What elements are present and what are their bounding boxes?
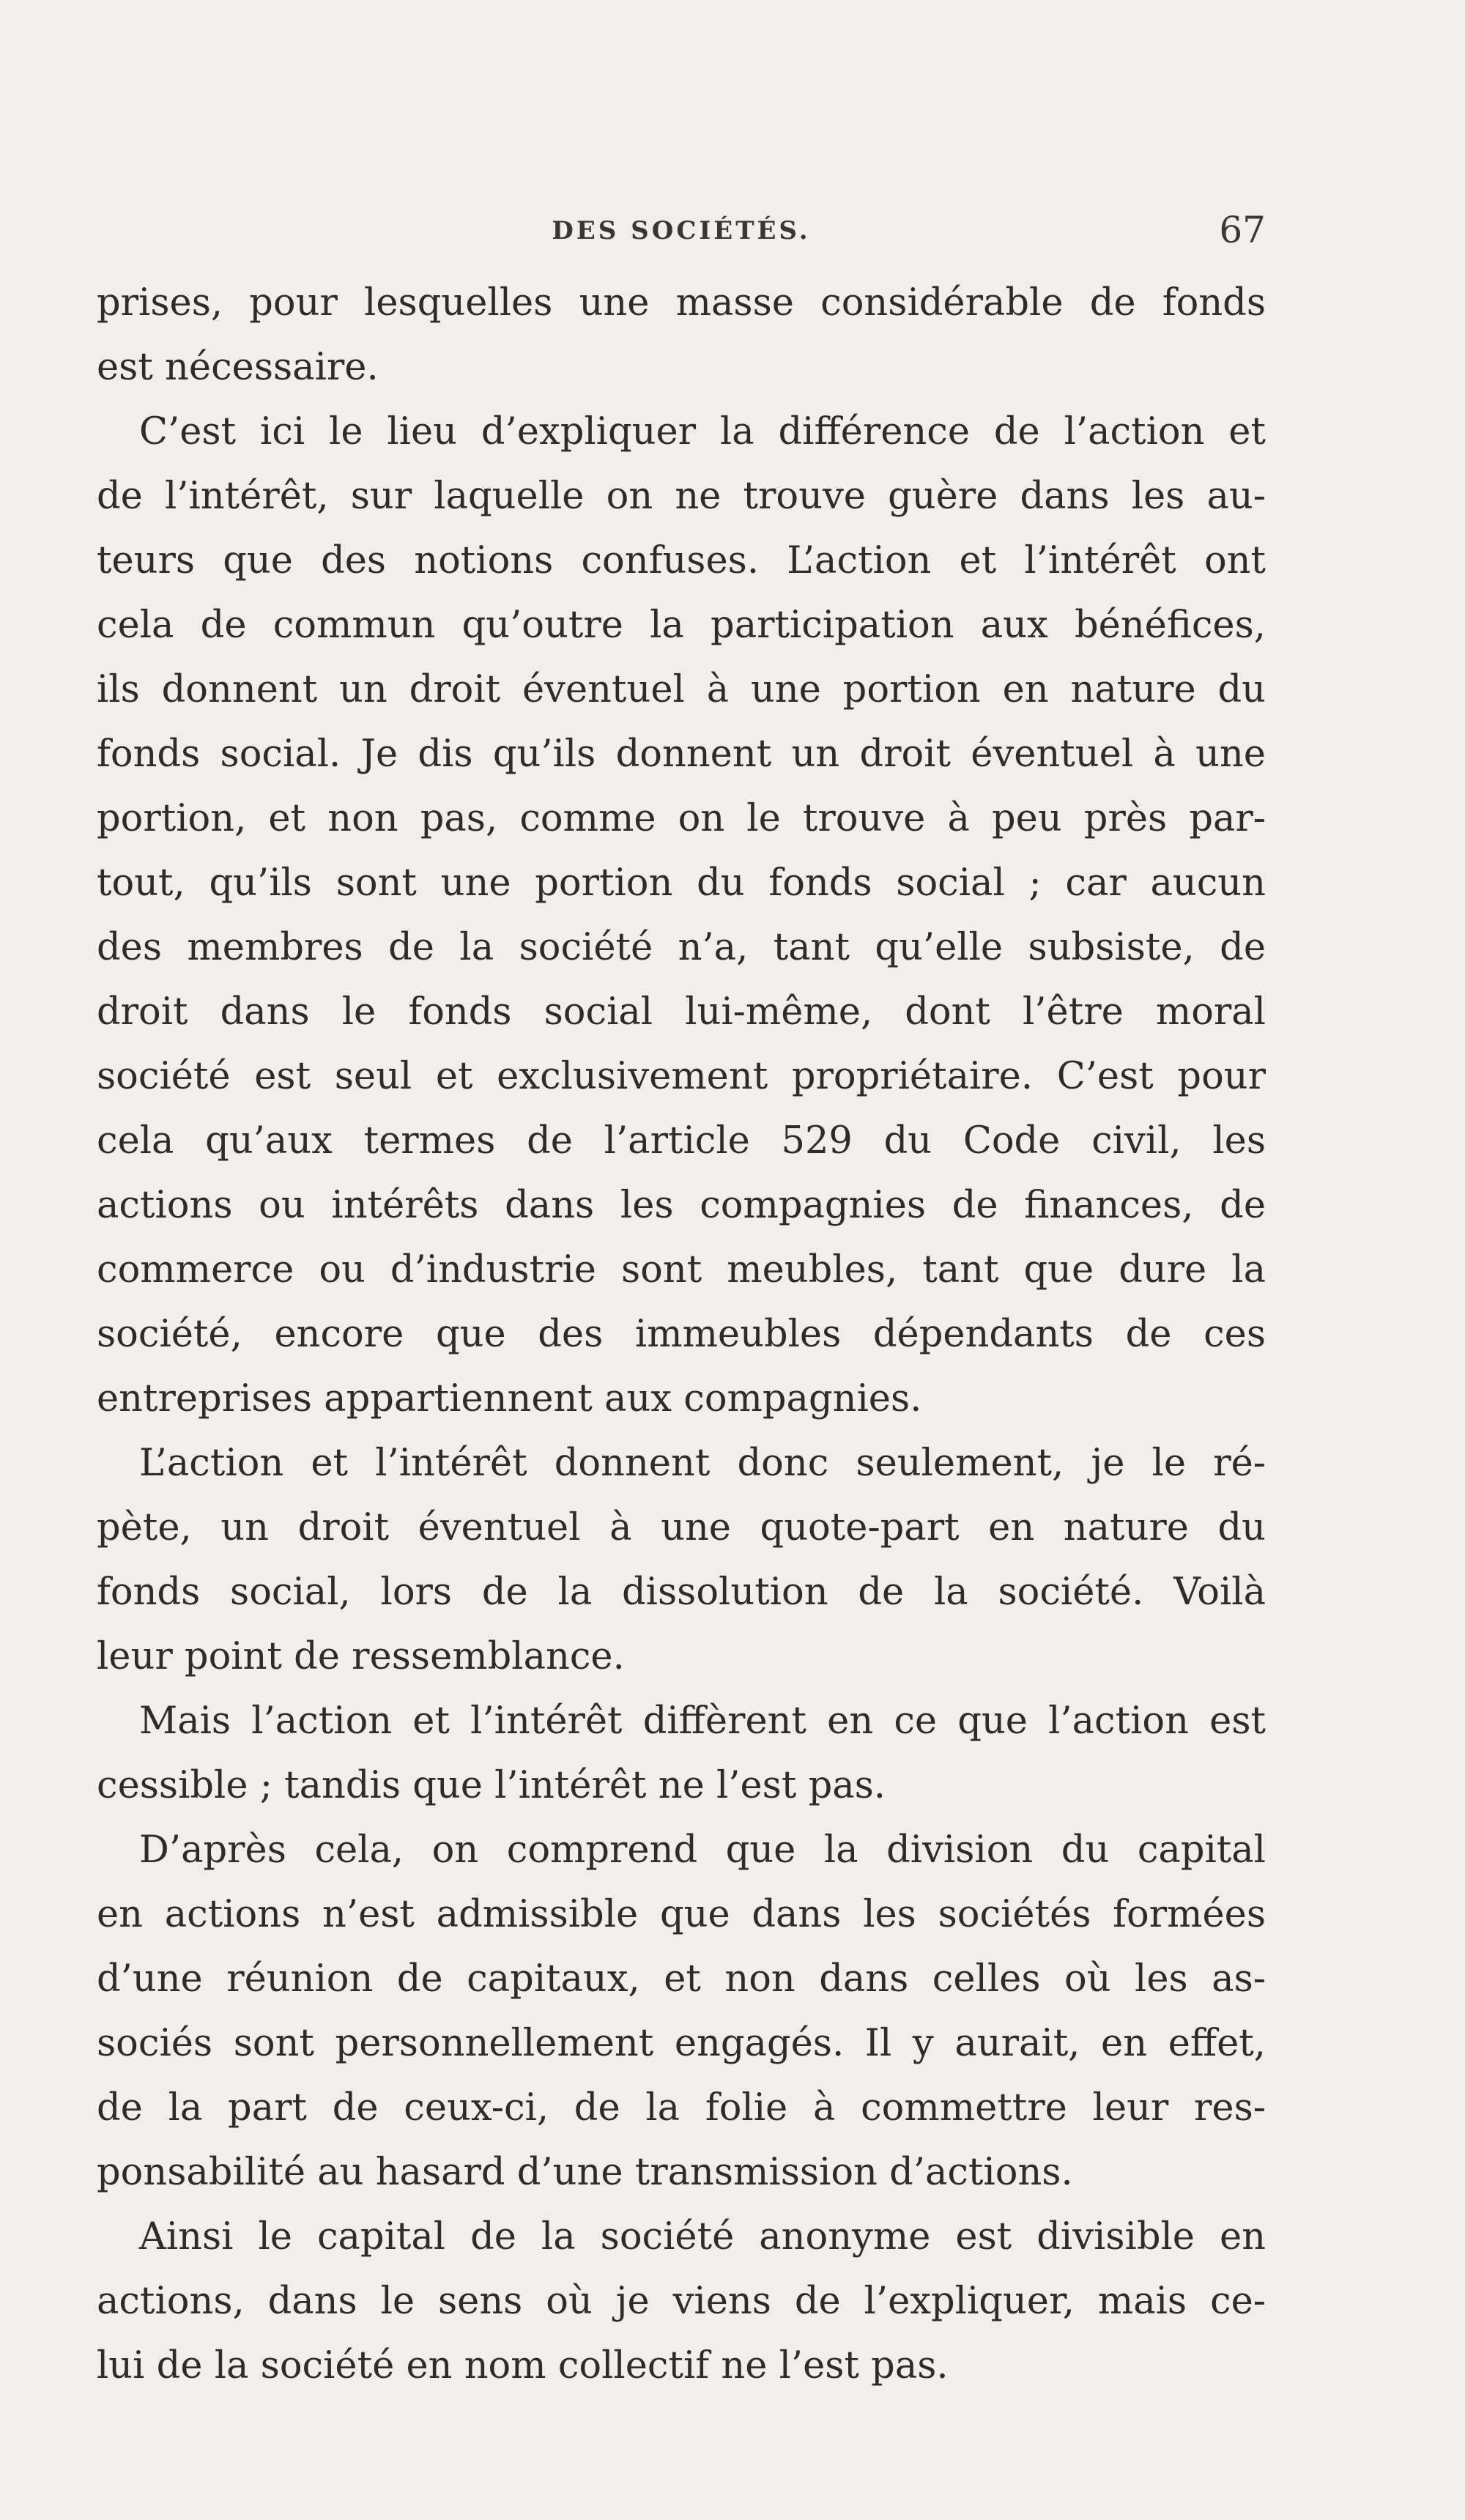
text-line: en actions n’est admissible que dans les sociétés formées: [97, 1893, 1266, 1936]
text-line: d’une réunion de capitaux, et non dans celles où les as-: [97, 1957, 1266, 2001]
text-line: de l’intérêt, sur laquelle on ne trouve guère dans les au-: [97, 475, 1266, 518]
text-line: tout, qu’ils sont une portion du fonds social ; car aucun: [97, 861, 1266, 905]
text-line: cessible ; tandis que l’intérêt ne l’est pas.: [97, 1764, 886, 1807]
text-line: Ainsi le capital de la société anonyme est divisible en: [139, 2215, 1266, 2258]
text-line: Mais l’action et l’intérêt diffèrent en ce que l’action est: [139, 1700, 1266, 1743]
text-line: L’action et l’intérêt donnent donc seulement, je le ré-: [139, 1442, 1266, 1485]
text-line: entreprises appartiennent aux compagnies.: [97, 1377, 922, 1420]
text-line: société, encore que des immeubles dépendants de ces: [97, 1313, 1266, 1356]
text-line: actions ou intérêts dans les compagnies de finances, de: [97, 1184, 1266, 1227]
text-line: cela qu’aux termes de l’article 529 du Code civil, les: [97, 1119, 1266, 1163]
text-line: D’après cela, on comprend que la division du capital: [139, 1828, 1266, 1872]
running-title: DES SOCIÉTÉS.: [552, 216, 811, 245]
text-line: portion, et non pas, comme on le trouve à peu près par-: [97, 797, 1266, 840]
text-line: droit dans le fonds social lui-même, dont l’être moral: [97, 990, 1266, 1034]
text-line: ponsabilité au hasard d’une transmission d’actions.: [97, 2151, 1073, 2194]
text-line: pète, un droit éventuel à une quote-part en nature du: [97, 1506, 1266, 1549]
text-line: fonds social, lors de la dissolution de la société. Voilà: [97, 1571, 1266, 1614]
text-line: actions, dans le sens où je viens de l’expliquer, mais ce-: [97, 2280, 1266, 2323]
text-line: C’est ici le lieu d’expliquer la différence de l’action et: [139, 410, 1266, 453]
text-line: est nécessaire.: [97, 346, 379, 389]
text-line: société est seul et exclusivement propriétaire. C’est pour: [97, 1055, 1266, 1098]
text-line: lui de la société en nom collectif ne l’est pas.: [97, 2344, 949, 2387]
text-line: ils donnent un droit éventuel à une portion en nature du: [97, 668, 1266, 711]
text-line: sociés sont personnellement engagés. Il y aurait, en effet,: [97, 2022, 1266, 2065]
text-line: des membres de la société n’a, tant qu’elle subsiste, de: [97, 926, 1266, 969]
text-line: teurs que des notions confuses. L’action et l’intérêt ont: [97, 539, 1266, 582]
text-line: cela de commun qu’outre la participation aux bénéfices,: [97, 604, 1266, 647]
text-line: leur point de ressemblance.: [97, 1635, 625, 1678]
text-line: prises, pour lesquelles une masse considérable de fonds: [97, 281, 1266, 325]
text-line: fonds social. Je dis qu’ils donnent un droit éventuel à une: [97, 733, 1266, 776]
text-line: de la part de ceux-ci, de la folie à commettre leur res-: [97, 2086, 1266, 2130]
page-header: [97, 209, 1266, 253]
text-line: commerce ou d’industrie sont meubles, tant que dure la: [97, 1248, 1266, 1292]
body-text: [97, 271, 1266, 2398]
page-number: 67: [1219, 209, 1266, 251]
